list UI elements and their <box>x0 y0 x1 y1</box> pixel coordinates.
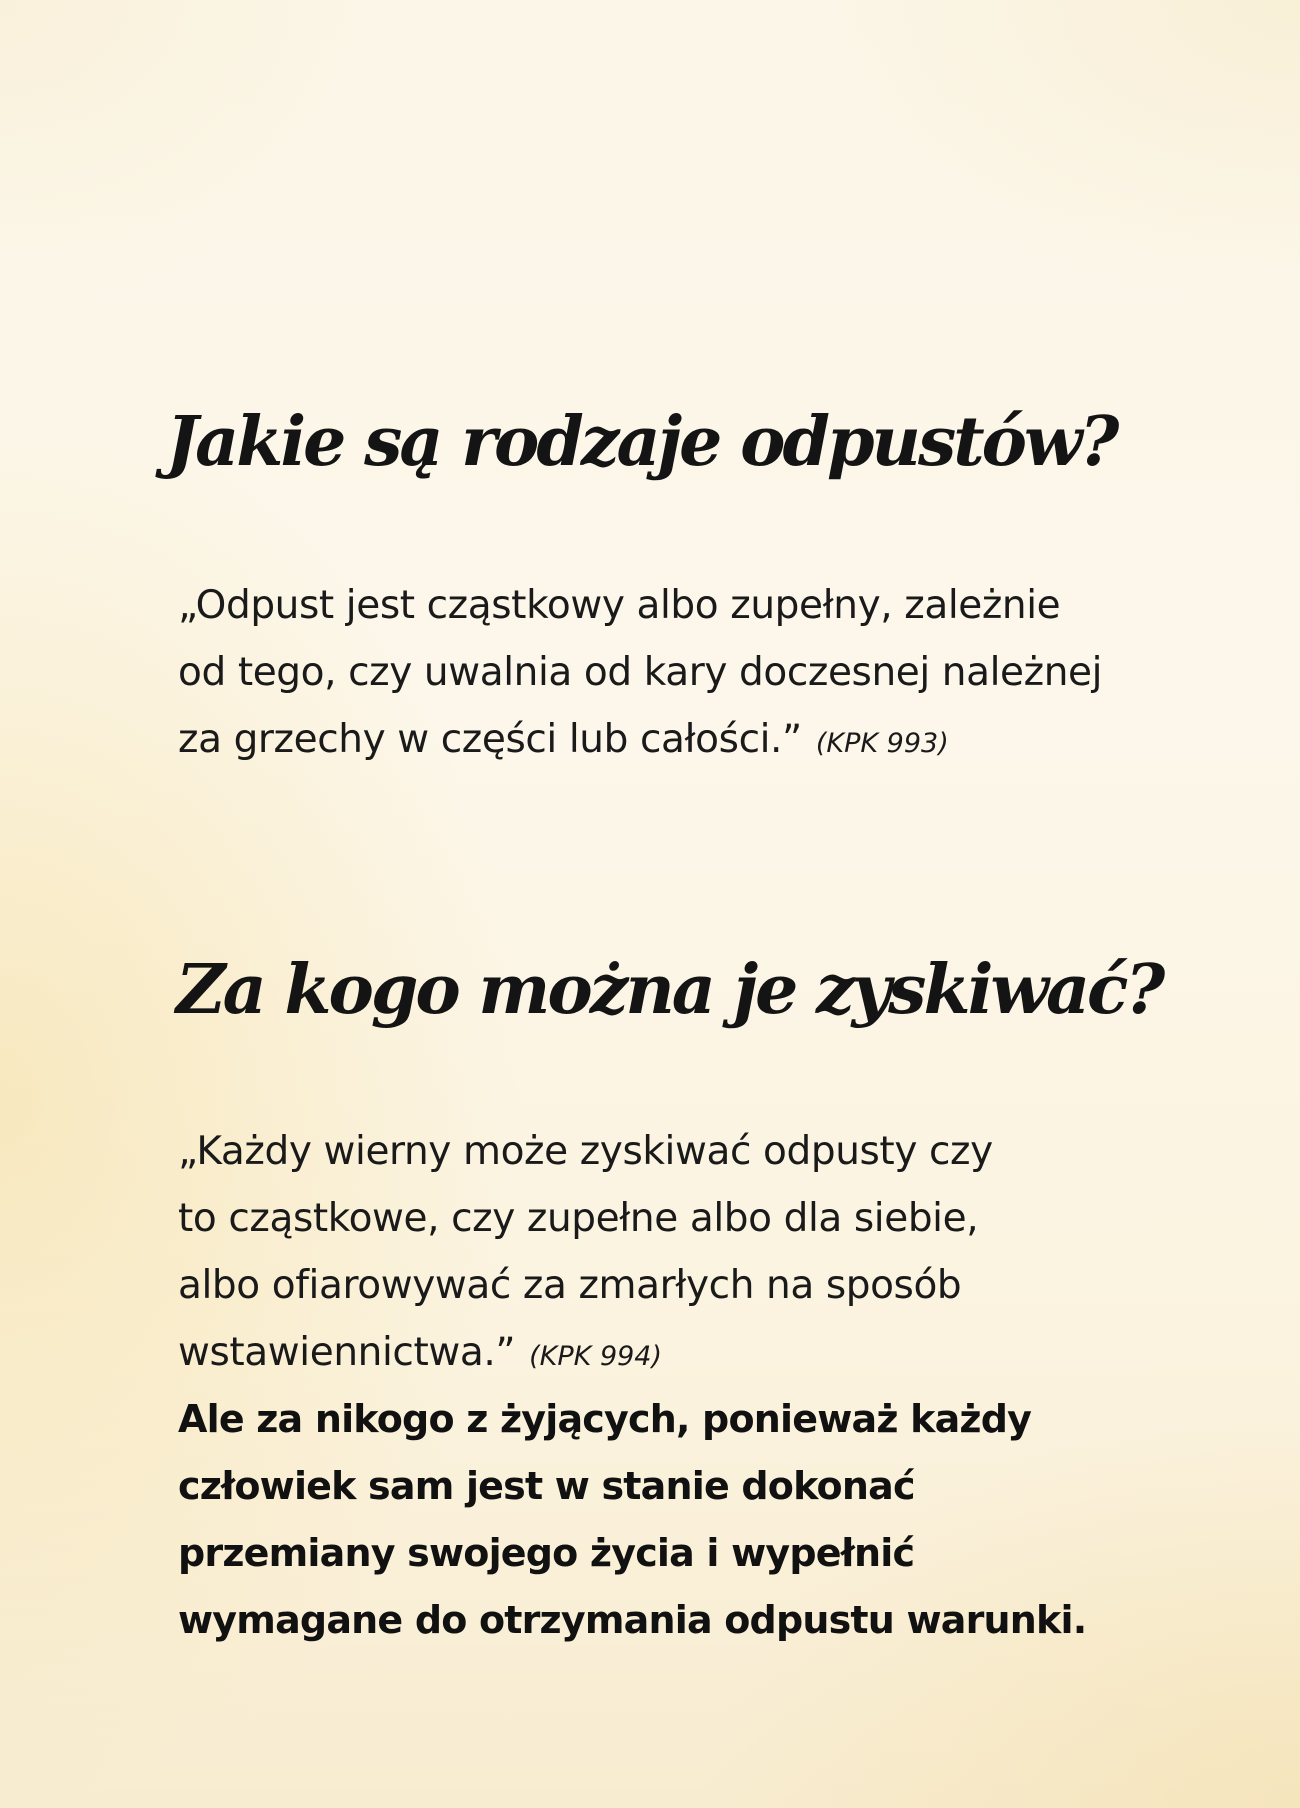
quote-kpk-994 <box>178 1118 1188 1390</box>
quote-line <box>178 706 1188 777</box>
emphasis-paragraph <box>178 1386 1188 1654</box>
quote-line-text: za grzechy w części lub całości.” <box>178 717 802 762</box>
quote-line: od tego, czy uwalnia od kary doczesnej należnej <box>178 650 1103 695</box>
quote-kpk-993 <box>178 572 1188 777</box>
quote-line: „Każdy wierny może zyskiwać odpusty czy <box>178 1129 993 1174</box>
emphasis-line: wymagane do otrzymania odpustu warunki. <box>178 1598 1087 1642</box>
section-heading-kinds-of-indulgences: Jakie są rodzaje odpustów? <box>166 402 1117 482</box>
quote-line <box>178 1319 1188 1390</box>
quote-line-text: wstawiennictwa.” <box>178 1330 516 1375</box>
quote-line: albo ofiarowywać za zmarłych na sposób <box>178 1263 962 1308</box>
canon-reference: (KPK 993) <box>815 728 949 759</box>
quote-line: to cząstkowe, czy zupełne albo dla siebie, <box>178 1196 979 1241</box>
emphasis-line: człowiek sam jest w stanie dokonać <box>178 1464 915 1508</box>
canon-reference: (KPK 994) <box>529 1341 663 1372</box>
emphasis-line: przemiany swojego życia i wypełnić <box>178 1531 915 1575</box>
quote-line: „Odpust jest cząstkowy albo zupełny, zależnie <box>178 583 1061 628</box>
section-heading-for-whom: Za kogo można je zyskiwać? <box>176 950 1163 1030</box>
emphasis-line: Ale za nikogo z żyjących, ponieważ każdy <box>178 1397 1032 1441</box>
